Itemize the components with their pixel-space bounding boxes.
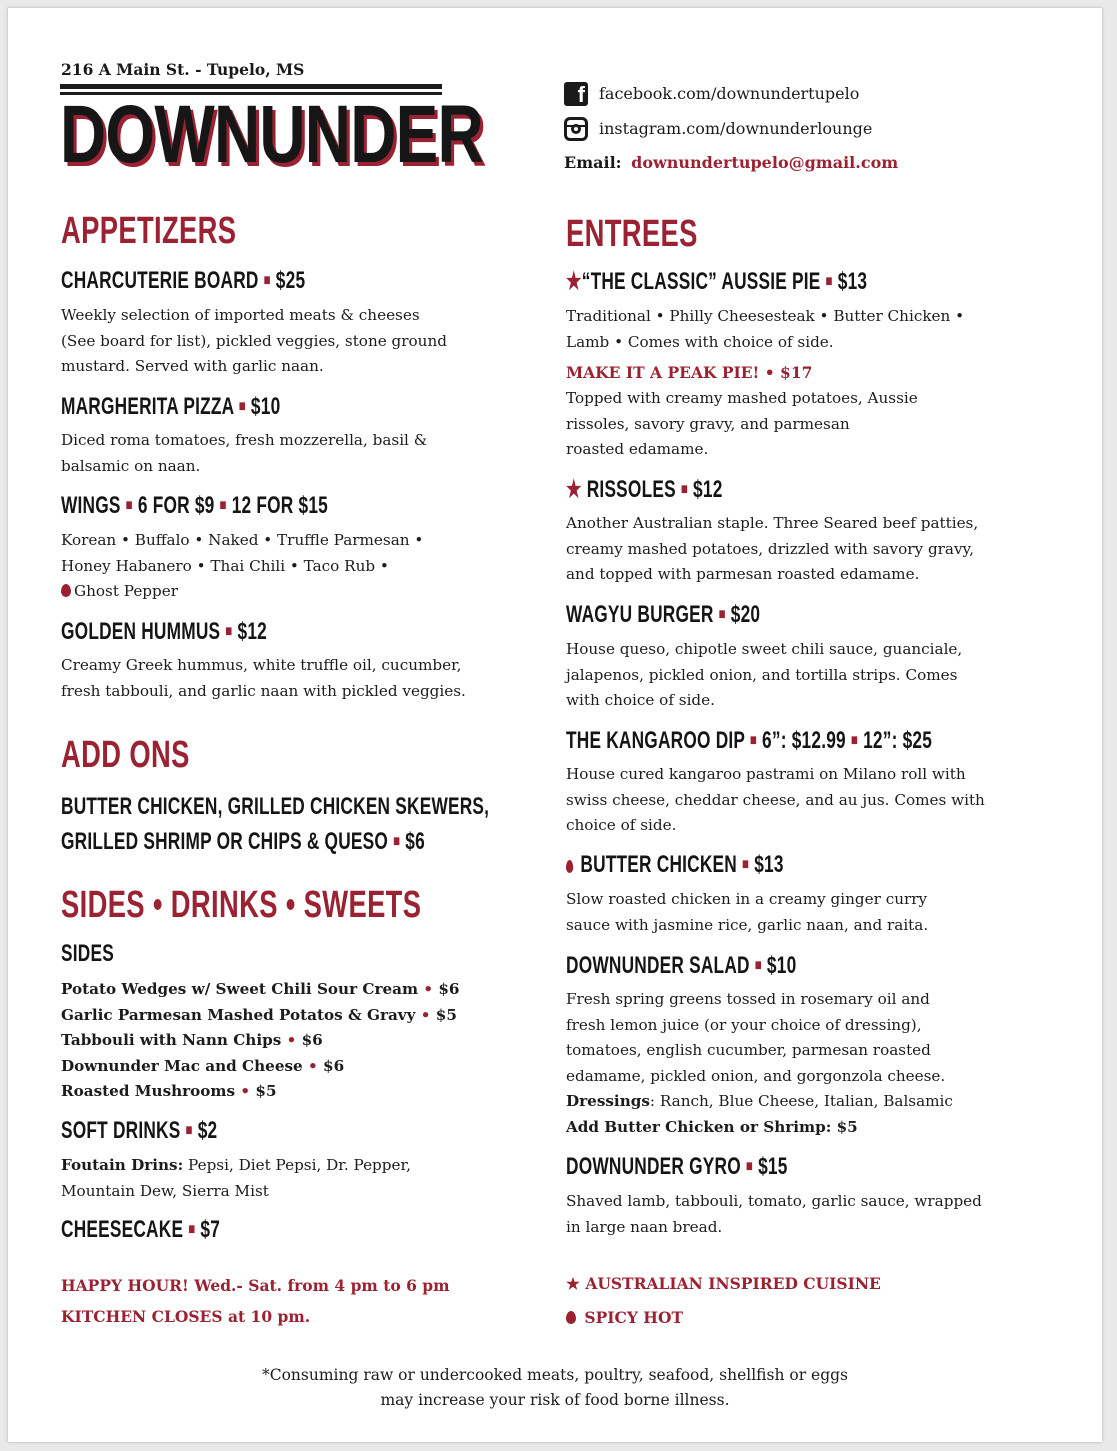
legend-flame: SPICY HOT <box>566 1308 683 1327</box>
item-gyro: DOWNUNDER GYRO ■ $15 <box>566 1153 788 1180</box>
item-butter-chicken: BUTTER CHICKEN ■ $13 <box>566 851 784 879</box>
side-item: Potato Wedges w/ Sweet Chili Sour Cream • $6 <box>61 980 460 998</box>
margherita-desc: Diced roma tomatoes, fresh mozzerella, basil & balsamic on naan. <box>61 431 428 475</box>
legend-star: ★ AUSTRALIAN INSPIRED CUISINE <box>566 1274 881 1293</box>
item-charcuterie: CHARCUTERIE BOARD ■ $25 <box>61 267 306 294</box>
item-soft-drinks: SOFT DRINKS ■ $2 <box>61 1117 218 1144</box>
side-item: Tabbouli with Nann Chips • $6 <box>61 1031 323 1049</box>
star-icon: ★ <box>566 476 582 503</box>
sides-title: SIDES <box>61 940 114 967</box>
sides-drinks-sweets-title: SIDES • DRINKS • SWEETS <box>61 884 422 926</box>
item-classic-pie: ★“THE CLASSIC” AUSSIE PIE ■ $13 <box>566 268 868 295</box>
item-kangaroo: THE KANGAROO DIP ■ 6”: $12.99 ■ 12”: $25 <box>566 727 933 754</box>
email-link[interactable]: downundertupelo@gmail.com <box>631 153 899 172</box>
instagram-icon <box>564 117 588 141</box>
peak-pie-desc: Topped with creamy mashed potatoes, Aussie rissoles, savory gravy, and parmesan roasted edamame. <box>566 389 918 458</box>
item-wagyu: WAGYU BURGER ■ $20 <box>566 601 761 628</box>
soft-drinks-desc: Foutain Drins: Pepsi, Diet Pepsi, Dr. Pepper, Mountain Dew, Sierra Mist <box>61 1156 411 1200</box>
address: 216 A Main St. - Tupelo, MS <box>61 60 305 79</box>
item-salad: DOWNUNDER SALAD ■ $10 <box>566 952 797 979</box>
item-hummus: GOLDEN HUMMUS ■ $12 <box>61 618 267 645</box>
peak-pie: MAKE IT A PEAK PIE! • $17 <box>566 363 813 382</box>
email-label: Email: <box>564 153 622 172</box>
flame-icon <box>566 1311 576 1324</box>
kitchen-closes: KITCHEN CLOSES at 10 pm. <box>61 1307 311 1326</box>
kangaroo-desc: House cured kangaroo pastrami on Milano roll with swiss cheese, cheddar cheese, and au jus. Comes with choice of side. <box>566 765 985 834</box>
salad-desc: Fresh spring greens tossed in rosemary oil and fresh lemon juice (or your choice of dressing), tomatoes, english cucumber, parmesan roasted edamame, pickled onion, and gorgonzola cheese. Dressings: Ranch, Blue Cheese, Italian, Balsamic Add Butter Chicken or Shrimp: $5 <box>566 990 953 1136</box>
addons-title: ADD ONS <box>61 734 190 776</box>
gyro-desc: Shaved lamb, tabbouli, tomato, garlic sauce, wrapped in large naan bread. <box>566 1192 982 1236</box>
flame-icon <box>61 584 71 597</box>
logo-text: DOWNUNDER <box>60 89 483 180</box>
item-margherita: MARGHERITA PIZZA ■ $10 <box>61 393 281 420</box>
entrees-title: ENTREES <box>566 213 698 255</box>
appetizers-title: APPETIZERS <box>61 210 237 252</box>
charcuterie-desc: Weekly selection of imported meats & cheeses (See board for list), pickled veggies, stone ground mustard. Served with garlic naan. <box>61 306 447 375</box>
menu-page <box>8 8 1102 1442</box>
hummus-desc: Creamy Greek hummus, white truffle oil, cucumber, fresh tabbouli, and garlic naan with pickled veggies. <box>61 656 466 700</box>
rissoles-desc: Another Australian staple. Three Seared beef patties, creamy mashed potatoes, drizzled with savory gravy, and topped with parmesan roasted edamame. <box>566 514 979 583</box>
instagram-link[interactable]: instagram.com/downunderlounge <box>599 119 873 138</box>
item-cheesecake: CHEESECAKE ■ $7 <box>61 1216 221 1243</box>
facebook-link[interactable]: facebook.com/downundertupelo <box>599 84 860 103</box>
facebook-icon: f <box>564 82 588 106</box>
addons-text: BUTTER CHICKEN, GRILLED CHICKEN SKEWERS, GRILLED SHRIMP OR CHIPS & QUESO ■ $6 <box>61 793 490 855</box>
disclaimer: *Consuming raw or undercooked meats, poultry, seafood, shellfish or eggs may increase your risk of food borne illness. <box>261 1366 849 1409</box>
side-item: Roasted Mushrooms • $5 <box>61 1082 277 1100</box>
wings-desc: Korean • Buffalo • Naked • Truffle Parmesan • Honey Habanero • Thai Chili • Taco Rub • Ghost Pepper <box>61 531 424 600</box>
email-row <box>564 153 898 172</box>
side-item: Garlic Parmesan Mashed Potatos & Gravy • $5 <box>61 1005 457 1024</box>
side-item: Downunder Mac and Cheese • $6 <box>61 1056 345 1075</box>
classic-pie-desc: Traditional • Philly Cheesesteak • Butter Chicken • Lamb • Comes with choice of side. <box>566 307 965 351</box>
star-icon: ★ <box>566 268 582 295</box>
sides-list <box>61 977 460 1105</box>
item-rissoles: ★ RISSOLES ■ $12 <box>566 476 723 503</box>
item-wings: WINGS ■ 6 FOR $9 ■ 12 FOR $15 <box>61 492 328 519</box>
wagyu-desc: House queso, chipotle sweet chili sauce, guanciale, jalapenos, pickled onion, and tortilla strips. Comes with choice of side. <box>566 640 963 709</box>
butter-chicken-desc: Slow roasted chicken in a creamy ginger curry sauce with jasmine rice, garlic naan, and raita. <box>566 890 929 934</box>
star-icon: ★ <box>566 1274 580 1293</box>
happy-hour: HAPPY HOUR! Wed.- Sat. from 4 pm to 6 pm <box>61 1276 450 1295</box>
flame-icon <box>566 860 573 873</box>
